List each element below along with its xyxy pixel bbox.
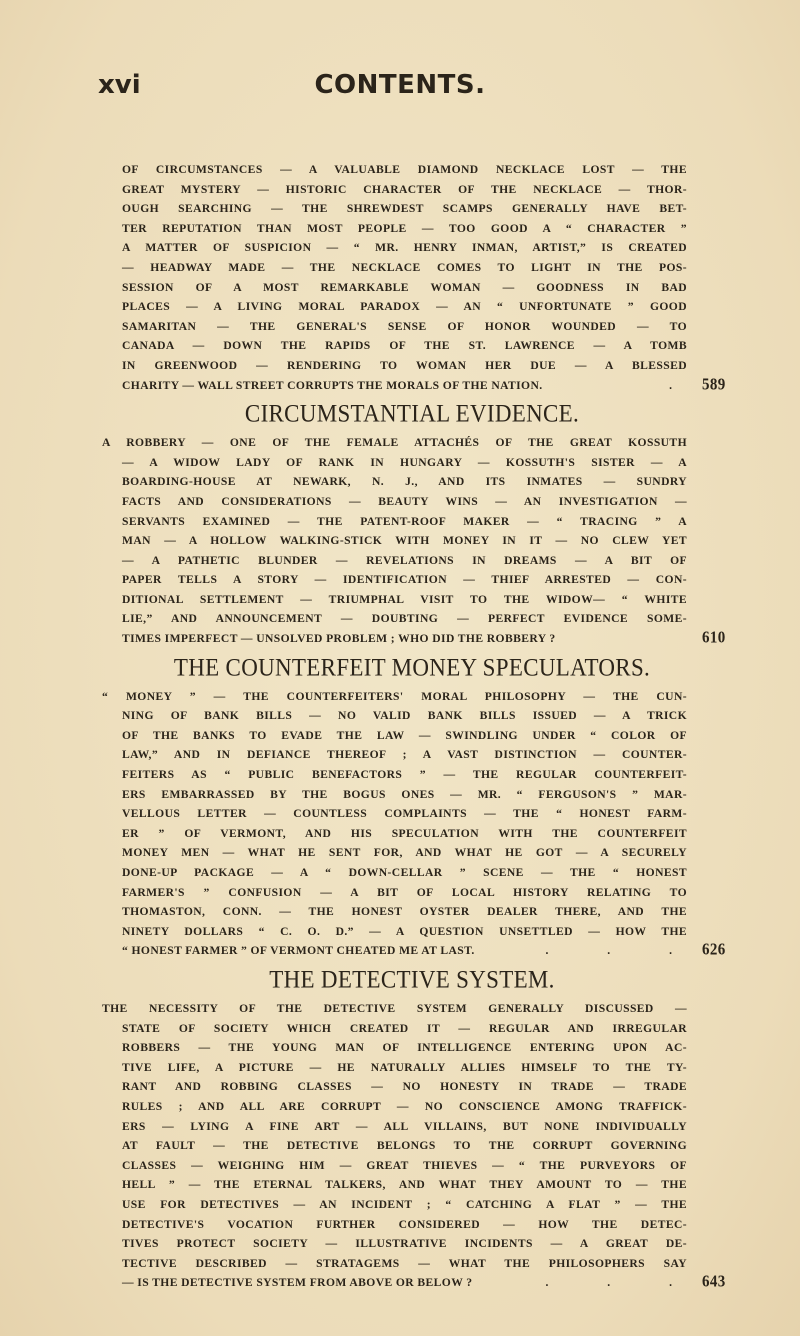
entry-line: A ROBBERY — ONE OF THE FEMALE ATTACHÉS OF THE GREAT KOSSUTH: [102, 436, 687, 450]
entry-line: THE NECESSITY OF THE DETECTIVE SYSTEM GENERALLY DISCUSSED —: [102, 1001, 687, 1015]
entry-line: USE FOR DETECTIVES — AN INCIDENT ; “ CATCHING A FLAT ” — THE: [122, 1197, 687, 1211]
entry-line: RULES ; AND ALL ARE CORRUPT — NO CONSCIENCE AMONG TRAFFICK-: [122, 1099, 687, 1113]
entry-line-text: CHARITY — WALL STREET CORRUPTS THE MORALS OF THE NATION.: [122, 378, 543, 392]
entry-last-line: [122, 941, 724, 961]
entry-line: “ MONEY ” — THE COUNTERFEITERS' MORAL PHILOSOPHY — THE CUN-: [102, 689, 687, 703]
page-folio: xvi: [98, 70, 141, 100]
entry-line: TER REPUTATION THAN MOST PEOPLE — TOO GOOD A “ CHARACTER ”: [122, 221, 687, 235]
entry-line: STATE OF SOCIETY WHICH CREATED IT — REGULAR AND IRREGULAR: [122, 1021, 687, 1035]
entry-line: TECTIVE DESCRIBED — STRATAGEMS — WHAT THE PHILOSOPHERS SAY: [122, 1256, 687, 1270]
entry-line: ER ” OF VERMONT, AND HIS SPECULATION WITH THE COUNTERFEIT: [122, 826, 687, 840]
entry-line: PLACES — A LIVING MORAL PARADOX — AN “ UNFORTUNATE ” GOOD: [122, 300, 687, 314]
section-heading: THE DETECTIVE SYSTEM.: [269, 965, 555, 993]
entry-line: OUGH SEARCHING — THE SHREWDEST SCAMPS GENERALLY HAVE BET-: [122, 202, 687, 216]
entry-line: LIE,” AND ANNOUNCEMENT — DOUBTING — PERFECT EVIDENCE SOME-: [122, 612, 687, 626]
entry-line: BOARDING-HOUSE AT NEWARK, N. J., AND ITS INMATES — SUNDRY: [122, 475, 687, 489]
entry-line-text: — IS THE DETECTIVE SYSTEM FROM ABOVE OR BELOW ?: [122, 1276, 473, 1290]
dot-leader: [556, 629, 702, 649]
entry-line: DETECTIVE'S VOCATION FURTHER CONSIDERED — HOW THE DETEC-: [122, 1217, 687, 1231]
contents-body: [102, 160, 724, 1293]
entry-line: — HEADWAY MADE — THE NECKLACE COMES TO LIGHT IN THE POS-: [122, 260, 687, 274]
entry-line: A MATTER OF SUSPICION — “ MR. HENRY INMAN, ARTIST,” IS CREATED: [122, 241, 687, 255]
entry-last-line: [122, 1273, 724, 1293]
dot-leader: . . .: [545, 1276, 700, 1290]
entry-line: ROBBERS — THE YOUNG MAN OF INTELLIGENCE ENTERING UPON AC-: [122, 1041, 687, 1055]
entry-line: CANADA — DOWN THE RAPIDS OF THE ST. LAWRENCE — A TOMB: [122, 339, 687, 353]
entry-line: FACTS AND CONSIDERATIONS — BEAUTY WINS — AN INVESTIGATION —: [122, 494, 687, 508]
section-heading: CIRCUMSTANTIAL EVIDENCE.: [244, 400, 580, 428]
entry-line: LAW,” AND IN DEFIANCE THEREOF ; A VAST DISTINCTION — COUNTER-: [122, 748, 687, 762]
entry-line: DONE-UP PACKAGE — A “ DOWN-CELLAR ” SCENE — THE “ HONEST: [122, 866, 687, 879]
entry-line: VELLOUS LETTER — COUNTLESS COMPLAINTS — THE “ HONEST FARM-: [122, 807, 687, 821]
entry-line: THOMASTON, CONN. — THE HONEST OYSTER DEALER THERE, AND THE: [122, 905, 687, 919]
entry-line: SESSION OF A MOST REMARKABLE WOMAN — GOODNESS IN BAD: [122, 280, 687, 294]
entry-line-text: TIMES IMPERFECT — UNSOLVED PROBLEM ; WHO DID THE ROBBERY ?: [122, 632, 556, 646]
entry-line: — A WIDOW LADY OF RANK IN HUNGARY — KOSSUTH'S SISTER — A: [122, 455, 687, 469]
entry-line: FARMER'S ” CONFUSION — A BIT OF LOCAL HISTORY RELATING TO: [122, 885, 687, 899]
dot-leader: .: [669, 378, 700, 392]
entry-line: ERS — LYING A FINE ART — ALL VILLAINS, BUT NONE INDIVIDUALLY: [122, 1119, 687, 1133]
entry-line: TIVE LIFE, A PICTURE — HE NATURALLY ALLIES HIMSELF TO THE TY-: [122, 1060, 687, 1074]
page-number: 610: [702, 628, 726, 648]
entry-line-text: “ HONEST FARMER ” OF VERMONT CHEATED ME AT LAST.: [122, 944, 475, 958]
entry-last-line: [122, 376, 724, 396]
entry-line: IN GREENWOOD — RENDERING TO WOMAN HER DUE — A BLESSED: [122, 358, 687, 372]
page-number: 626: [702, 941, 726, 960]
entry-line: GREAT MYSTERY — HISTORIC CHARACTER OF THE NECKLACE — THOR-: [122, 182, 687, 196]
contents-entry: [102, 160, 724, 395]
section-heading: THE COUNTERFEIT MONEY SPECULATORS.: [173, 653, 651, 681]
running-head-title: CONTENTS.: [314, 70, 486, 100]
dot-leader: . . .: [545, 944, 700, 958]
contents-entry: [102, 649, 724, 961]
entry-line: DITIONAL SETTLEMENT — TRIUMPHAL VISIT TO THE WIDOW— “ WHITE: [122, 592, 687, 606]
entry-line: MONEY MEN — WHAT HE SENT FOR, AND WHAT HE GOT — A SECURELY: [122, 846, 687, 860]
entry-line: OF CIRCUMSTANCES — A VALUABLE DIAMOND NECKLACE LOST — THE: [122, 163, 687, 176]
entry-line: PAPER TELLS A STORY — IDENTIFICATION — THIEF ARRESTED — CON-: [122, 573, 687, 587]
entry-line: FEITERS AS “ PUBLIC BENEFACTORS ” — THE REGULAR COUNTERFEIT-: [122, 768, 687, 782]
contents-entry: [102, 961, 724, 1293]
entry-line: OF THE BANKS TO EVADE THE LAW — SWINDLING UNDER “ COLOR OF: [122, 728, 687, 742]
page-number: 589: [702, 375, 726, 394]
contents-entry: [102, 395, 724, 649]
entry-line: TIVES PROTECT SOCIETY — ILLUSTRATIVE INCIDENTS — A GREAT DE-: [122, 1237, 687, 1251]
entry-line: — A PATHETIC BLUNDER — REVELATIONS IN DREAMS — A BIT OF: [122, 553, 687, 567]
entry-last-line: [122, 629, 724, 649]
entry-line: ERS EMBARRASSED BY THE BOGUS ONES — MR. “ FERGUSON'S ” MAR-: [122, 787, 687, 801]
entry-line: HELL ” — THE ETERNAL TALKERS, AND WHAT THEY AMOUNT TO — THE: [122, 1178, 687, 1192]
entry-line: SERVANTS EXAMINED — THE PATENT-ROOF MAKER — “ TRACING ” A: [122, 514, 687, 528]
entry-line: NINETY DOLLARS “ C. O. D.” — A QUESTION UNSETTLED — HOW THE: [122, 924, 687, 938]
entry-line: NING OF BANK BILLS — NO VALID BANK BILLS ISSUED — A TRICK: [122, 709, 687, 723]
entry-line: AT FAULT — THE DETECTIVE BELONGS TO THE CORRUPT GOVERNING: [122, 1139, 687, 1153]
entry-line: RANT AND ROBBING CLASSES — NO HONESTY IN TRADE — TRADE: [122, 1080, 687, 1094]
entry-line: MAN — A HOLLOW WALKING-STICK WITH MONEY IN IT — NO CLEW YET: [122, 534, 687, 548]
page-number: 643: [702, 1272, 726, 1292]
entry-line: SAMARITAN — THE GENERAL'S SENSE OF HONOR WOUNDED — TO: [122, 319, 687, 333]
entry-line: CLASSES — WEIGHING HIM — GREAT THIEVES — “ THE PURVEYORS OF: [122, 1158, 687, 1172]
